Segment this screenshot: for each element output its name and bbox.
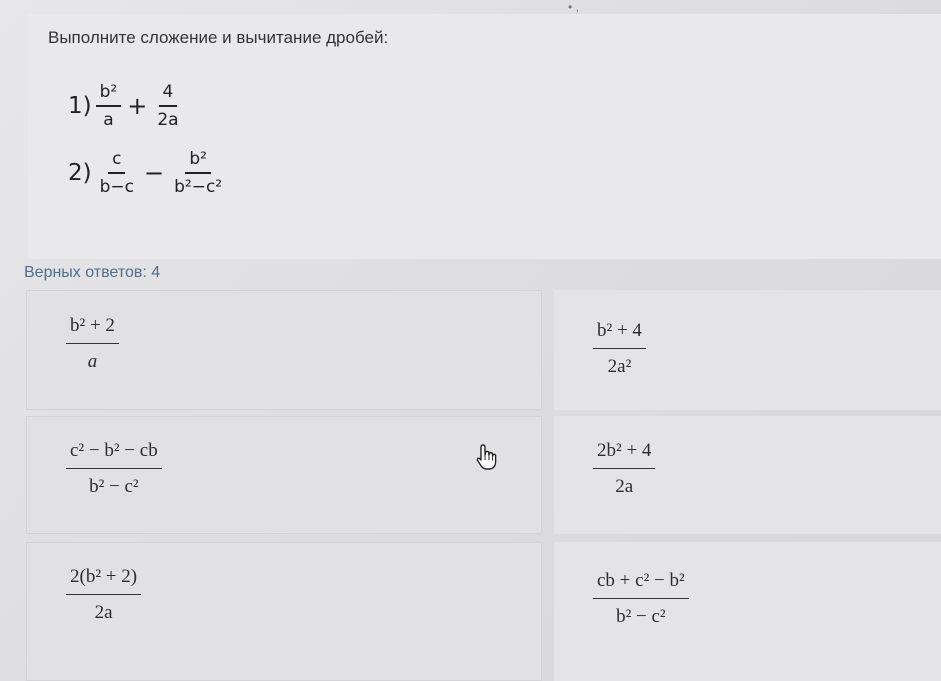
task-1 [68,82,183,130]
answer-option-3[interactable] [66,440,162,498]
hand-pointer-icon [474,443,500,471]
dust-mark: • , [568,0,579,14]
task-2-fraction-1-denominator: b−c [99,177,134,197]
answer-option-4-denominator: 2a [615,476,634,497]
answer-option-6-numerator: cb + c² − b² [593,570,689,599]
task-2-number: 2) [68,160,92,186]
task-2 [68,149,226,197]
answer-option-6-denominator: b² − c² [616,606,666,627]
answer-option-1[interactable] [66,315,119,373]
task-1-number: 1) [68,93,92,119]
answer-option-5-denominator: 2a [94,602,113,623]
answer-option-5[interactable] [66,566,141,624]
answer-option-4[interactable] [593,440,655,498]
answer-option-3-denominator: b² − c² [89,476,139,497]
task-2-fraction-1 [96,149,138,197]
task-1-operator: + [127,92,148,120]
task-2-fraction-2-numerator: b² [185,149,211,174]
task-2-fraction-1-numerator: c [108,149,125,174]
answer-option-2-denominator: 2a² [607,356,632,377]
answer-option-2[interactable] [593,320,646,378]
task-2-fraction-2-denominator: b²−c² [174,177,223,197]
correct-answers-count: Верных ответов: 4 [24,264,161,281]
answer-option-3-numerator: c² − b² − cb [66,440,162,469]
question-instruction: Выполните сложение и вычитание дробей: [48,28,389,47]
task-1-fraction-1-numerator: b² [96,82,122,107]
answer-option-2-numerator: b² + 4 [593,320,646,349]
question-card [28,14,941,259]
task-2-fraction-2 [170,149,226,197]
answer-option-5-numerator: 2(b² + 2) [66,566,141,595]
task-1-fraction-1 [96,82,122,130]
answer-option-1-numerator: b² + 2 [66,315,119,344]
task-1-fraction-1-denominator: a [103,110,114,130]
task-1-fraction-2-denominator: 2a [157,110,179,130]
answer-option-4-numerator: 2b² + 4 [593,440,655,469]
answer-option-1-denominator: a [87,351,98,372]
task-2-operator: − [144,159,165,187]
task-1-fraction-2-numerator: 4 [159,82,178,107]
answer-option-6[interactable] [593,570,689,628]
task-1-fraction-2 [153,82,182,130]
